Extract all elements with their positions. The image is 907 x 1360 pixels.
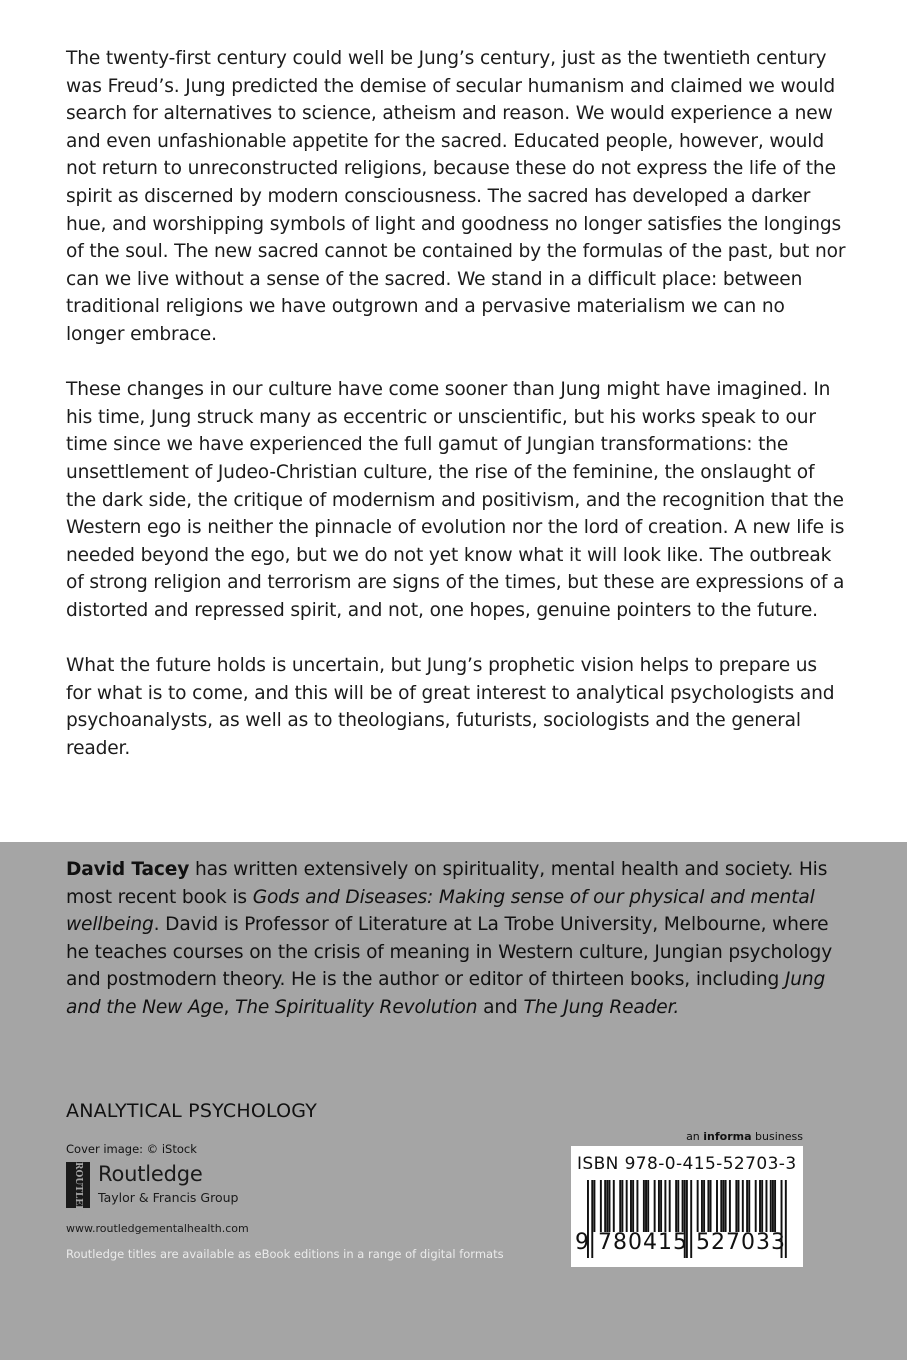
- barcode-bar: [710, 1180, 712, 1232]
- barcode-bar: [761, 1180, 763, 1232]
- barcode-bar: [701, 1180, 703, 1232]
- barcode-bar: [613, 1180, 615, 1232]
- barcode-bar: [636, 1180, 638, 1232]
- barcode-bar: [643, 1180, 645, 1232]
- barcode-bar: [772, 1180, 774, 1232]
- barcode-bar: [707, 1180, 709, 1232]
- informa-business-note: an informa business: [686, 1130, 803, 1143]
- isbn-barcode: [571, 1146, 803, 1267]
- barcode-bar: [647, 1180, 649, 1232]
- barcode-bar: [720, 1180, 722, 1232]
- barcode-bar: [729, 1180, 731, 1232]
- blurb-paragraph-1: The twenty-first century could well be Jung’s century, just as the twentieth century was Freud’s. Jung predicted the demise of secular humanism and claimed we would search for alternatives to science, atheism and reason. We would experience a new and even unfashionable appetite for the sacred. Educated people, however, would not return to unreconstructed religions, because these do not express the life of the spirit as discerned by modern consciousness. The sacred has developed a darker hue, and worshipping symbols of light and goodness no longer satisfies the longings of the soul. The new sacred cannot be contained by the formulas of the past, but nor can we live without a sense of the sacred. We stand in a difficult place: between traditional religions we have outgrown and a pervasive materialism we can no longer embrace.: [66, 48, 846, 345]
- routledge-logo-mark: ROUTLEDGE: [66, 1162, 90, 1208]
- barcode-bar: [770, 1180, 772, 1232]
- publisher-logo: [66, 1162, 256, 1228]
- barcode-bar: [664, 1180, 666, 1232]
- barcode-bar: [675, 1180, 677, 1232]
- barcode-bar: [748, 1180, 750, 1232]
- barcode-bar: [658, 1180, 660, 1232]
- author-name: David Tacey: [66, 859, 190, 880]
- barcode-bar: [677, 1180, 679, 1232]
- publisher-name: Routledge: [98, 1162, 203, 1186]
- book-title: Jung and the New Age: [66, 969, 826, 1018]
- barcode-bar: [654, 1180, 656, 1232]
- ebook-note: Routledge titles are available as eBook editions in a range of digital formats: [66, 1247, 504, 1261]
- barcode-bar: [606, 1180, 608, 1232]
- blurb-paragraph-2: These changes in our culture have come sooner than Jung might have imagined. In his time, Jung struck many as eccentric or unscientific, but his works speak to our time since we have experienced the full gamut of Jungian transformations: the unsettlement of Judeo-Christian culture, the rise of the feminine, the onslaught of the dark side, the critique of modernism and positivism, and the recognition that the Western ego is neither the pinnacle of evolution nor the lord of creation. A new life is needed beyond the ego, but we do not yet know what it will look like. The outbreak of strong religion and terrorism are signs of the times, but these are expressions of a distorted and repressed spirit, and not, one hopes, genuine pointers to the future.: [66, 379, 845, 621]
- barcode-bar: [619, 1180, 621, 1232]
- barcode-bar: [725, 1180, 727, 1232]
- barcode-bar: [765, 1180, 767, 1232]
- lower-grey-panel: [0, 842, 907, 1360]
- barcode-bar: [722, 1180, 724, 1232]
- barcode-bar: [669, 1180, 671, 1232]
- barcode-bar: [593, 1180, 595, 1232]
- barcode-bar: [738, 1180, 740, 1232]
- book-title: Gods and Diseases: Making sense of our physical and mental wellbeing: [66, 886, 815, 936]
- barcode-digits: 9 780415 527033: [575, 1230, 786, 1255]
- book-title: The Jung Reader: [523, 996, 674, 1018]
- barcode-bar: [682, 1180, 684, 1232]
- barcode-bar: [716, 1180, 718, 1232]
- barcode-bar: [697, 1180, 699, 1232]
- barcode-bar: [703, 1180, 705, 1232]
- barcode-bar: [755, 1180, 757, 1232]
- barcode-bar: [609, 1180, 611, 1232]
- barcode-bar: [742, 1180, 744, 1232]
- publisher-group: Taylor & Francis Group: [98, 1190, 239, 1205]
- barcode-bar: [626, 1180, 628, 1232]
- barcode-bar: [600, 1180, 602, 1232]
- barcode-bar: [621, 1180, 623, 1232]
- publisher-website: www.routledgementalhealth.com: [66, 1222, 249, 1235]
- barcode-bar: [645, 1180, 647, 1232]
- barcode-bar: [632, 1180, 634, 1232]
- author-bio: David Tacey has written extensively on spirituality, mental health and society. His most recent book is Gods and Diseases: Making sense of our physical and mental wellbeing. David is Professor of Literature at La Trobe University, Melbourne, where he teaches courses on the crisis of meaning in Western culture, Jungian psychology and postmodern theory. He is the author or editor of thirteen books, including Jung and the New Age, The Spirituality Revolution and The Jung Reader.: [66, 859, 833, 1018]
- barcode-bar: [735, 1180, 737, 1232]
- blurb-paragraph-3: What the future holds is uncertain, but Jung’s prophetic vision helps to prepare us for what is to come, and this will be of great interest to analytical psychologists and psychoanalysts, as well as to theologians, futurists, sociologists and the general reader.: [66, 655, 835, 759]
- barcode-bar: [604, 1180, 606, 1232]
- cover-credit: Cover image: © iStock: [66, 1142, 197, 1156]
- back-cover-blurb: [66, 45, 846, 790]
- barcode-bar: [630, 1180, 632, 1232]
- book-title: The Spirituality Revolution: [235, 996, 478, 1018]
- barcode-bar: [746, 1180, 748, 1232]
- barcode-bar: [660, 1180, 662, 1232]
- barcode-bar: [759, 1180, 761, 1232]
- isbn-label: ISBN 978-0-415-52703-3: [577, 1154, 797, 1174]
- series-label: ANALYTICAL PSYCHOLOGY: [66, 1100, 318, 1122]
- barcode-bar: [774, 1180, 776, 1232]
